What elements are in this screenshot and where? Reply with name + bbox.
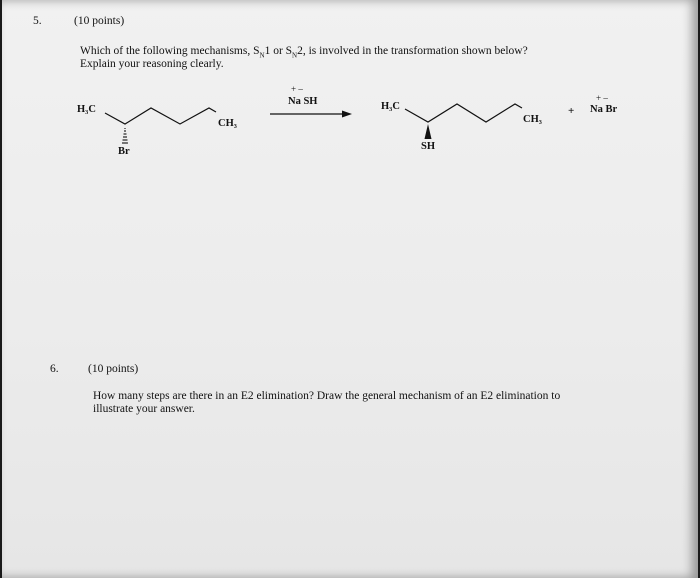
prompt-text-b: 1 or S xyxy=(264,45,293,57)
plus-sign: + xyxy=(568,105,575,117)
reaction-arrow-head xyxy=(342,111,352,118)
reactant-ch3-label: CH₃ xyxy=(218,118,237,129)
question-6-prompt: How many steps are there in an E2 elimination? Draw the general mechanism of an E2 elimination to xyxy=(93,390,561,402)
question-6-points: (10 points) xyxy=(88,363,139,375)
prompt-text-c: 2, is involved in the transformation shown below? xyxy=(297,45,528,57)
byproduct-charges: + – xyxy=(596,93,608,103)
question-5-number: 5. xyxy=(33,15,42,27)
product-ch3-label: CH₃ xyxy=(523,114,542,125)
reactant-hashed-wedge xyxy=(122,128,128,143)
question-6-number: 6. xyxy=(50,363,59,375)
worksheet-page xyxy=(2,0,698,578)
reactant-br-label: Br xyxy=(118,146,130,157)
question-6-instruction: illustrate your answer. xyxy=(93,403,195,415)
reaction-scheme xyxy=(2,0,698,578)
byproduct-nabr-label: Na Br xyxy=(590,104,618,115)
prompt-text-a: Which of the following mechanisms, S xyxy=(80,45,260,57)
reagent-charges: + – xyxy=(291,84,303,94)
reagent-nash-label: Na SH xyxy=(288,96,318,107)
reactant-skeleton xyxy=(105,108,216,124)
product-h3c-label: H₃C xyxy=(381,101,400,112)
question-5-points: (10 points) xyxy=(74,15,125,27)
subscript-n2: N xyxy=(292,51,298,60)
product-sh-label: SH xyxy=(421,141,436,152)
product-solid-wedge xyxy=(425,124,432,139)
question-5-instruction: Explain your reasoning clearly. xyxy=(80,58,224,70)
subscript-n1: N xyxy=(259,51,265,60)
reactant-h3c-label: H₃C xyxy=(77,104,96,115)
product-skeleton xyxy=(405,104,522,122)
